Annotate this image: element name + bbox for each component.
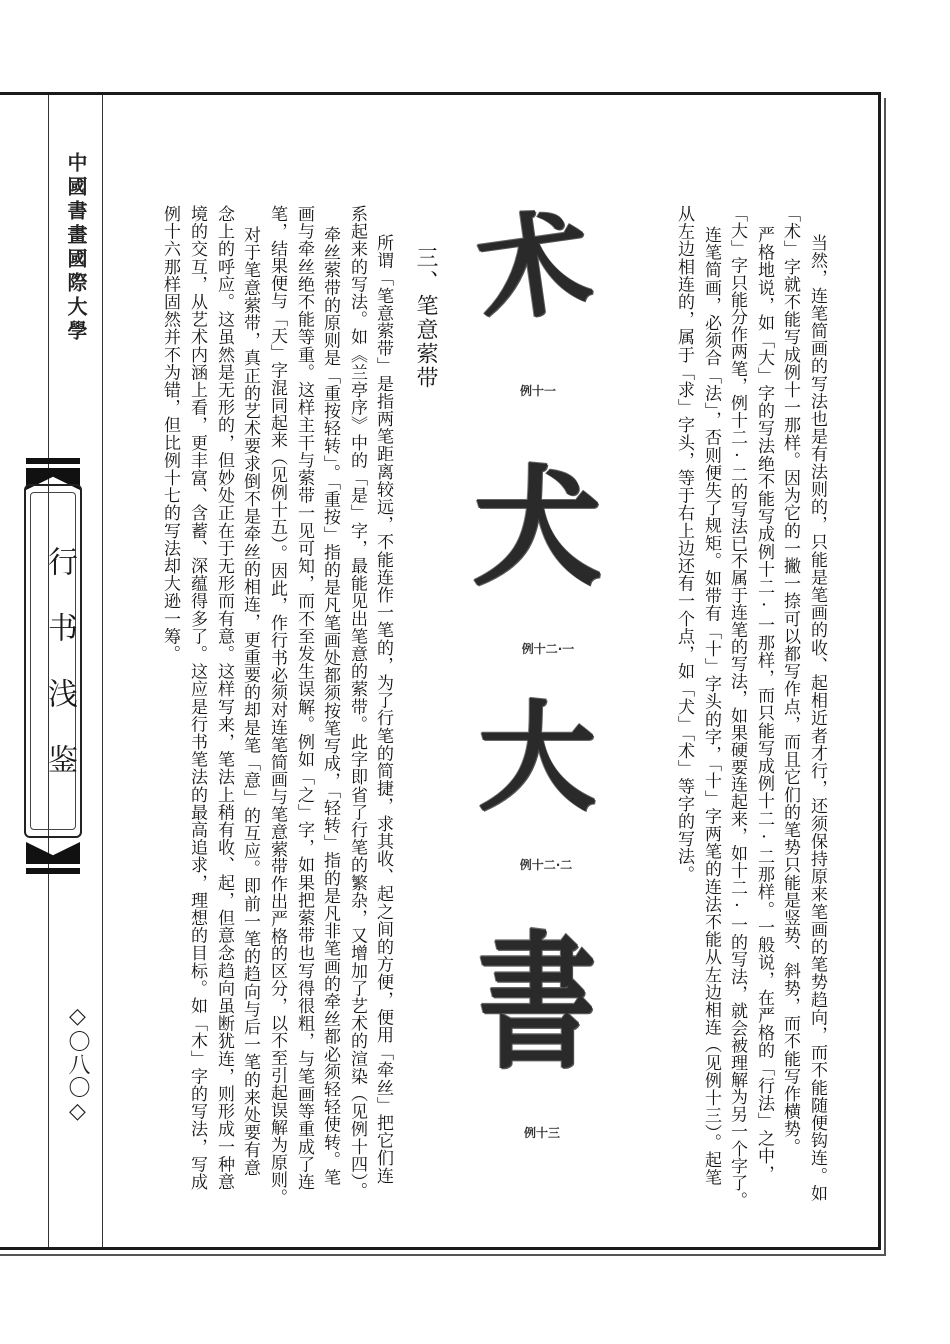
banner-bottom-bar: [26, 868, 80, 874]
right-text-col-4: 「大」字只能分作两笔，例十二·二的写法已不属于连笔的写法，如果硬要连起来，如十二·一的写法，就会被理解为另一个字了。: [727, 205, 747, 1209]
left-text-col-9: 例十六那样固然并不为错，但比例十七的写法却大逊一筹。: [160, 205, 180, 663]
calligraphy-example-11: 术: [469, 194, 599, 341]
right-text-col-2: 「术」字就不能写成例十一那样。因为它的一撇一捺可以都写作点，而且它们的笔势只能是竖势、斜势，而不能写作横势。: [780, 205, 800, 1156]
right-text-col-3: 严格地说，如「大」字的写法绝不能写成例十二·一那样，而只能写成例十二·二那样。一般说，在严格的「行法」之中，: [754, 226, 774, 1183]
example-12-2-caption: 例十二·二: [519, 858, 573, 872]
left-text-col-3: 牵丝萦带的原则是「重按轻转」。「重按」指的是凡笔画处都须按笔写成，「轻转」指的是凡非笔画的牵丝都必须轻轻使转。笔: [320, 226, 340, 1187]
example-12-1-caption: 例十二·一: [521, 642, 575, 656]
banner-top-bar: [26, 458, 80, 464]
right-text-col-1: 当然，连笔简画的写法也是有法则的，只能是笔画的收、起相近者才行，还须保持原来笔画的笔势趋向，而不能随便钩连。如: [807, 234, 827, 1202]
right-text-col-6: 从左边相连的，属于「求」字头，等于右上边还有一个点，如「犬」「术」等字的写法。: [674, 205, 694, 883]
left-text-col-4: 画与牵丝绝不能等重。这样主干与萦带一见可知，而不至发生误解。例如「之」字，如果把萦带也写得很粗，与笔画等重成了连: [294, 205, 314, 1191]
example-13-caption: 例十三: [523, 1126, 560, 1140]
left-text-col-7: 念上的呼应。这虽然是无形的，但妙处正在于无形而有意。这样写来，笔法上稍有收、起，但意念趋向虽断犹连，则形成一种意: [214, 205, 234, 1191]
left-text-col-6: 对于笔意萦带，真正的艺术要求倒不是牵丝的相连，更重要的却是笔「意」的互应。即前一笔的趋向与后一笔的来处要有意: [240, 226, 260, 1177]
margin-rule-right: [102, 95, 103, 1247]
left-text-col-1: 所谓「笔意萦带」是指两笔距离较远，不能连作一笔的，为了行笔的简捷，求其收、起之间的方便，便用「牵丝」把它们连: [373, 234, 393, 1185]
right-text-col-5: 连笔简画，必须合「法」，否则便失了规矩。如带有「十」字头的字，「十」字两笔的连法不能从左边相连（见例十三）。起笔: [701, 226, 721, 1187]
left-text-col-5: 笔，结果便与「天」字混同起来（见例十五）。因此，作行书必须对连笔简画与笔意萦带作出严格的区分，以不至引起误解为原则。: [267, 205, 287, 1206]
section-heading: 三、笔意萦带: [413, 246, 438, 390]
book-title: 行书浅鉴: [42, 546, 77, 810]
calligraphy-example-12-1: 犬: [472, 451, 603, 604]
series-title: 中國書畫國際大學: [64, 152, 88, 344]
left-text-col-8: 境的交互，从艺术内涵上看，更丰富、含蓄、深蕴得多了。这应是行书笔法的最高追求，理想的目标。如「木」字的写法，写成: [187, 205, 207, 1191]
example-11-caption: 例十一: [519, 384, 556, 398]
calligraphy-example-13: 書: [478, 915, 597, 1090]
calligraphy-example-12-2: 大: [478, 688, 597, 827]
left-text-col-2: 系起来的写法。如《兰亭序》中的「是」字，最能见出笔意的萦带。此字即省了行笔的繁杂，又增加了艺术的渲染（见例十四）。: [347, 205, 367, 1200]
page-number: ◇〇八〇◇: [65, 1004, 90, 1125]
